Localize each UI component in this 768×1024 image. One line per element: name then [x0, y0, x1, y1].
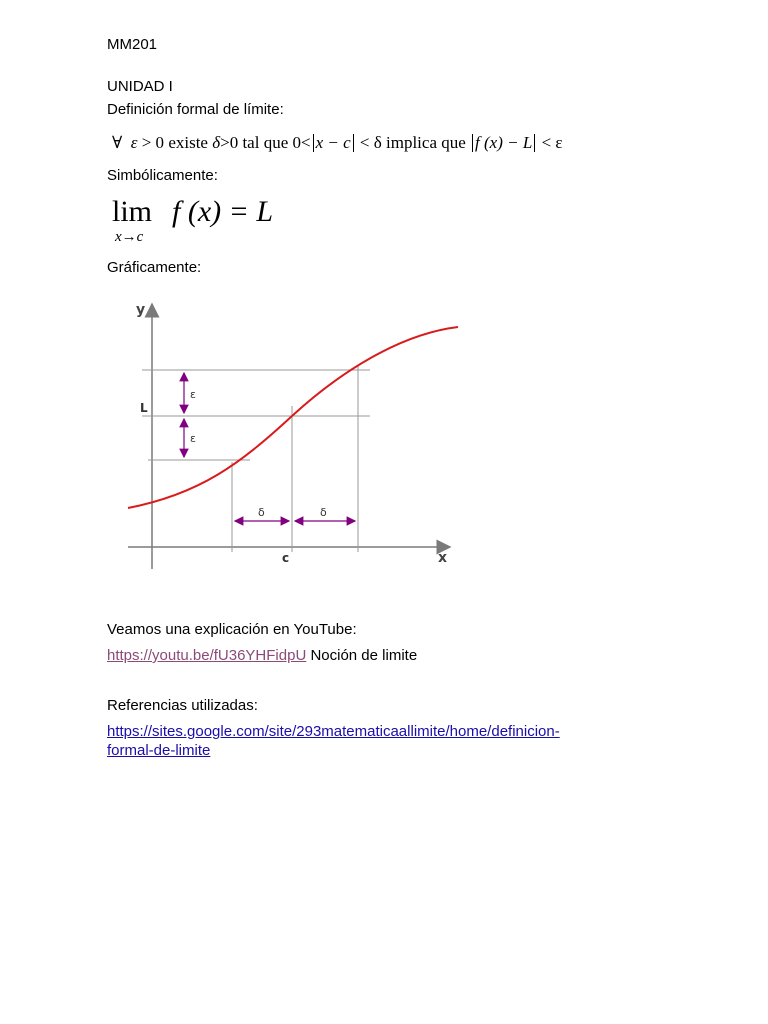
lim-subscript: x→c	[115, 229, 144, 245]
c-label: c	[282, 551, 290, 565]
L-label: L	[140, 401, 148, 415]
lim-word: lim	[112, 195, 153, 228]
youtube-link[interactable]: https://youtu.be/fU36YHFidpU	[107, 647, 307, 664]
document-header: MM201	[107, 36, 158, 53]
reference-link[interactable]: https://sites.google.com/site/293matematicaallimite/home/definicion-	[107, 723, 560, 740]
forall-symbol: ∀	[112, 133, 123, 152]
definition-heading: Definición formal de límite:	[107, 101, 284, 118]
lower-epsilon-label: ε	[190, 432, 196, 445]
unit-title: UNIDAD I	[107, 78, 173, 95]
x-minus-c: x − c	[315, 133, 351, 152]
reference-link-continuation[interactable]: formal-de-limite	[107, 742, 211, 759]
y-axis-label: y	[136, 302, 146, 318]
epsilon-delta-graph	[120, 294, 480, 574]
delta-symbol: δ	[212, 133, 221, 152]
lt-epsilon: < ε	[541, 133, 563, 152]
reference-link-line-2[interactable]	[107, 742, 210, 759]
youtube-line	[107, 647, 417, 664]
function-curve	[128, 327, 458, 508]
limit-expression: f (x) = L	[172, 195, 274, 228]
existe-word: existe	[168, 133, 208, 152]
references-heading: Referencias utilizadas:	[107, 697, 258, 714]
youtube-link-description: Noción de limite	[306, 647, 418, 664]
x-axis-label: x	[438, 550, 448, 566]
epsilon-symbol: ε	[130, 133, 138, 152]
upper-epsilon-label: ε	[190, 388, 196, 401]
epsilon-delta-formula	[112, 133, 563, 153]
reference-link-line-1[interactable]	[107, 723, 560, 740]
implica-word: implica que	[386, 133, 466, 152]
graphic-heading: Gráficamente:	[107, 259, 202, 276]
symbolic-heading: Simbólicamente:	[107, 167, 218, 184]
f-minus-L: f (x) − L	[475, 133, 533, 152]
lt-delta: < δ	[359, 133, 382, 152]
delta-condition: >0 tal que 0<	[220, 133, 311, 152]
gt-zero: > 0	[141, 133, 165, 152]
right-delta-label: δ	[320, 506, 327, 519]
left-delta-label: δ	[258, 506, 265, 519]
youtube-heading: Veamos una explicación en YouTube:	[107, 621, 357, 638]
